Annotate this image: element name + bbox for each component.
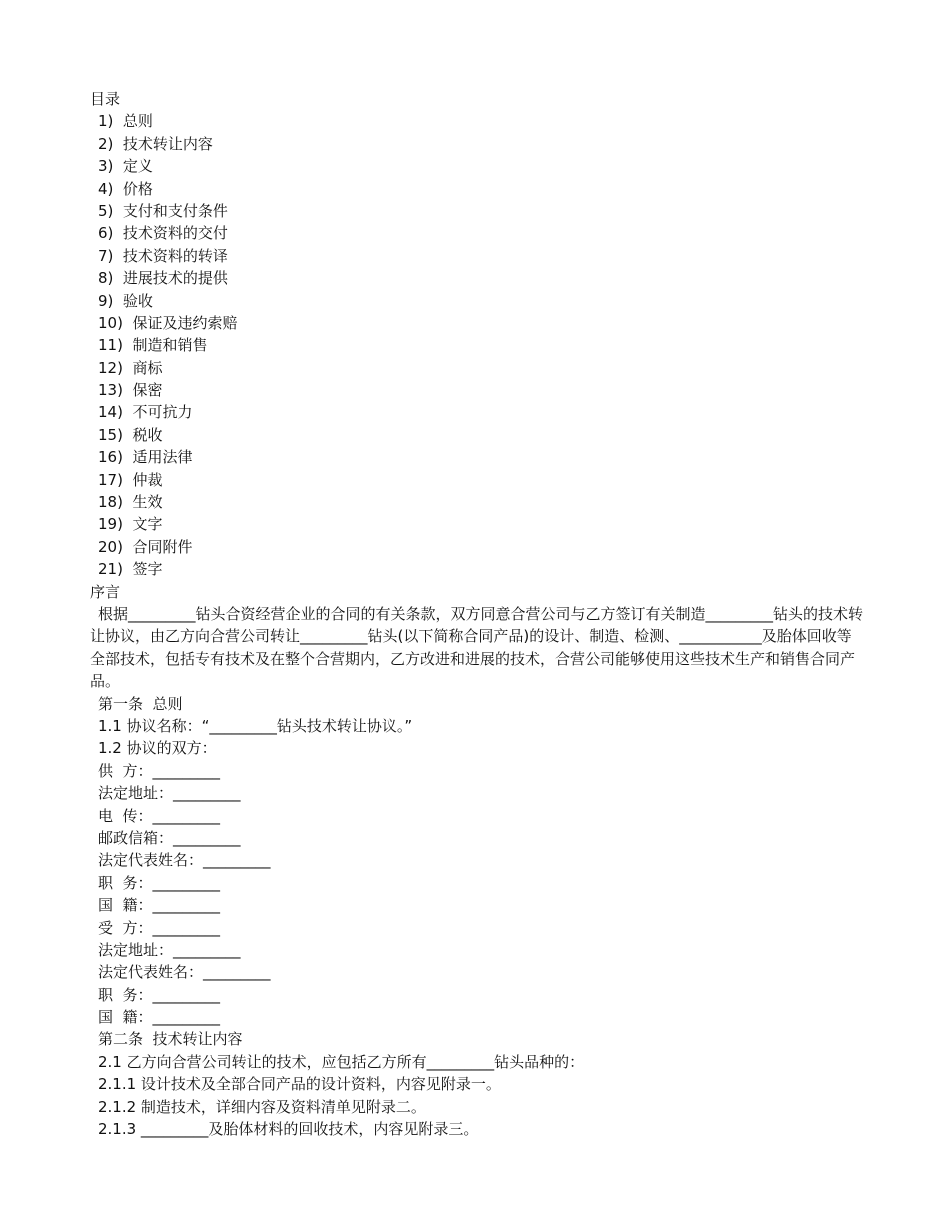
- toc-item: 8) 进展技术的提供: [98, 269, 228, 288]
- article-line: 法定地址：_________: [98, 784, 241, 803]
- article-line: 国 籍：_________: [98, 1008, 221, 1027]
- toc-item: 11) 制造和销售: [98, 336, 208, 355]
- toc-item: 6) 技术资料的交付: [98, 224, 228, 243]
- toc-item: 7) 技术资料的转译: [98, 246, 228, 265]
- article-2-title: 第二条 技术转让内容: [98, 1030, 243, 1049]
- article-line: 2.1.1 设计技术及全部合同产品的设计资料，内容见附录一。: [98, 1075, 501, 1094]
- toc-item: 19) 文字: [98, 515, 163, 534]
- article-line: 电 传：_________: [98, 806, 221, 825]
- preface-title: 序言: [90, 582, 121, 601]
- article-line: 法定地址：_________: [98, 940, 241, 959]
- article-line: 2.1 乙方向合营公司转让的技术，应包括乙方所有_________钻头品种的：: [98, 1052, 585, 1071]
- article-line: 2.1.3 _________及胎体材料的回收技术，内容见附录三。: [98, 1120, 479, 1139]
- toc-item: 21) 签字: [98, 560, 163, 579]
- preface-paragraph: 根据_________钻头合资经营企业的合同的有关条款，双方同意合营公司与乙方签订有关制造_________钻头的技术转让协议，由乙方向合营公司转让_________钻头(以下简称合同产品)的设计、制造、检测、___________及胎体回收等全部技术，包括专有技术及在整个合营期内，乙方改进和进展的技术，合营公司能够使用这些技术生产和销售合同产品。: [90, 604, 864, 691]
- article-line: 供 方：_________: [98, 761, 221, 780]
- toc-item: 16) 适用法律: [98, 448, 193, 467]
- toc-item: 14) 不可抗力: [98, 403, 193, 422]
- toc-item: 2) 技术转让内容: [98, 134, 213, 153]
- toc-item: 5) 支付和支付条件: [98, 201, 228, 220]
- article-line: 2.1.2 制造技术，详细内容及资料清单见附录二。: [98, 1097, 426, 1116]
- toc-title: 目录: [90, 90, 121, 108]
- article-line: 邮政信箱：_________: [98, 828, 241, 847]
- toc-item: 15) 税收: [98, 425, 163, 444]
- article-line: 法定代表姓名：_________: [98, 851, 271, 870]
- article-line: 职 务：_________: [98, 985, 221, 1004]
- toc-item: 12) 商标: [98, 358, 163, 377]
- article-line: 国 籍：_________: [98, 896, 221, 915]
- article-1-title: 第一条 总则: [98, 694, 183, 713]
- toc-item: 20) 合同附件: [98, 537, 193, 556]
- toc-item: 1) 总则: [98, 112, 153, 131]
- article-1-body: [90, 715, 865, 1028]
- toc-item: 4) 价格: [98, 179, 153, 198]
- toc-item: 9) 验收: [98, 291, 153, 310]
- article-line: 1.2 协议的双方：: [98, 739, 217, 758]
- article-line: 法定代表姓名：_________: [98, 963, 271, 982]
- toc-item: 10) 保证及违约索赔: [98, 313, 238, 332]
- document-page: [90, 88, 865, 1140]
- toc-item: 18) 生效: [98, 493, 163, 512]
- toc-item: 17) 仲裁: [98, 470, 163, 489]
- toc-item: 13) 保密: [98, 381, 163, 400]
- toc-list: [90, 110, 865, 580]
- article-line: 受 方：_________: [98, 918, 221, 937]
- article-line: 1.1 协议名称：“_________钻头技术转让协议。”: [98, 717, 413, 735]
- article-2-body: [90, 1051, 865, 1141]
- article-line: 职 务：_________: [98, 873, 221, 892]
- toc-item: 3) 定义: [98, 157, 153, 176]
